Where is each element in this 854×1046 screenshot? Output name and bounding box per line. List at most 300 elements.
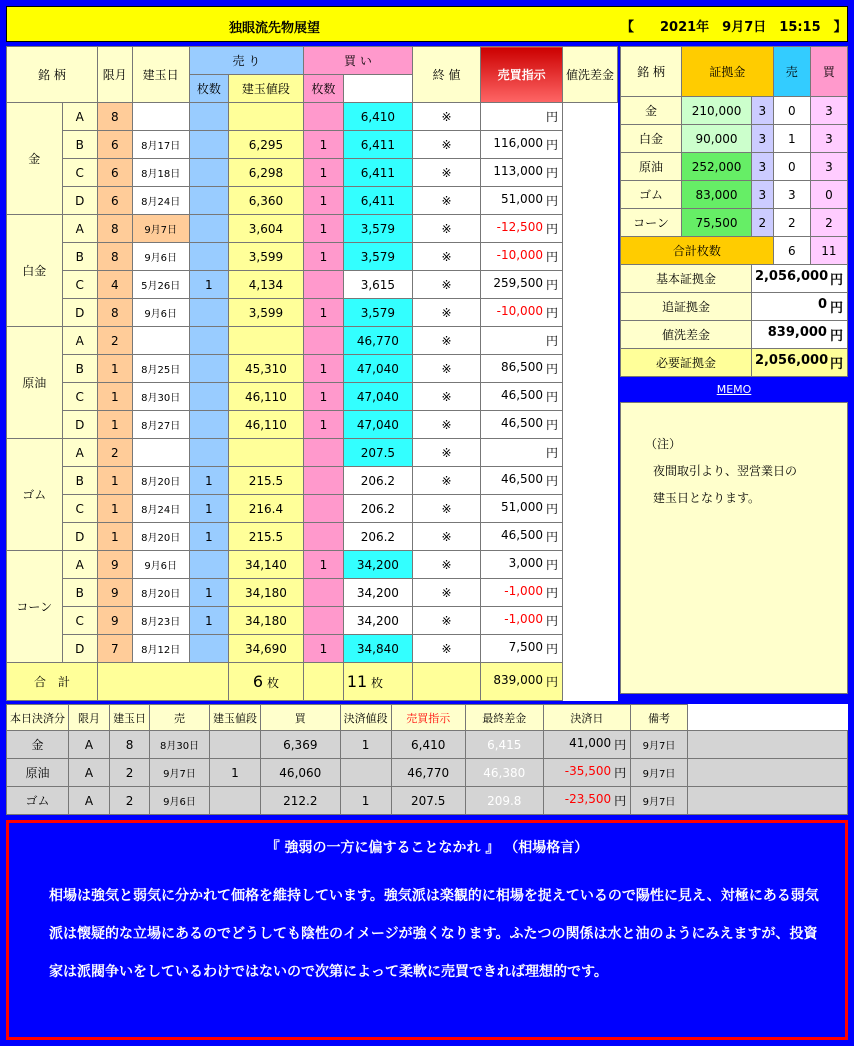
price-cell: 46,110 — [228, 383, 303, 411]
close-cell: 34,840 — [343, 635, 412, 663]
sell-qty-cell: 1 — [189, 271, 228, 299]
diff-cell — [481, 551, 563, 579]
price-cell: 45,310 — [228, 355, 303, 383]
settle-cell: 9月6日 — [150, 787, 210, 815]
diff-cell-value: 46,500 — [500, 528, 543, 542]
close-cell: 207.5 — [343, 439, 412, 467]
price-cell — [228, 103, 303, 131]
month-cell: 1 — [97, 355, 132, 383]
side-sell: 3 — [773, 181, 810, 209]
buy-qty-cell — [303, 579, 343, 607]
close-cell: 206.2 — [343, 523, 412, 551]
date-cell — [132, 327, 189, 355]
row-label: D — [62, 187, 97, 215]
message-title: 『 強弱の一方に偏することなかれ 』 （相場格言） — [265, 840, 589, 856]
sell-qty-cell — [189, 355, 228, 383]
price-cell: 34,180 — [228, 579, 303, 607]
settle-head: 売 — [150, 705, 210, 731]
signal-cell: ※ — [412, 299, 480, 327]
signal-cell: ※ — [412, 439, 480, 467]
sell-qty-cell: 1 — [189, 607, 228, 635]
settle-cell: 1 — [340, 787, 391, 815]
settle-cell: 6,410 — [391, 731, 465, 759]
row-label: B — [62, 467, 97, 495]
sell-qty-cell: 1 — [189, 467, 228, 495]
diff-cell — [481, 355, 563, 383]
diff-cell-value: -10,000 — [496, 304, 543, 318]
close-cell: 3,579 — [343, 299, 412, 327]
summary-value — [751, 265, 847, 293]
side-brand: コーン — [621, 209, 682, 237]
settle-diff-value: -23,500 — [564, 792, 612, 806]
price-cell: 216.4 — [228, 495, 303, 523]
sell-qty-cell — [189, 215, 228, 243]
date-cell: 8月25日 — [132, 355, 189, 383]
row-label: D — [62, 411, 97, 439]
settle-cell: 2 — [110, 759, 150, 787]
settle-cell: 207.5 — [391, 787, 465, 815]
yen-unit: 円 — [829, 357, 843, 372]
table-row — [7, 467, 618, 495]
sell-qty-cell — [189, 187, 228, 215]
month-cell: 1 — [97, 411, 132, 439]
diff-cell — [481, 327, 563, 355]
memo-line: 建玉日となります。 — [653, 491, 761, 505]
diff-cell-value: 116,000 — [493, 136, 543, 150]
settlement-table — [6, 704, 848, 815]
signal-cell: ※ — [412, 551, 480, 579]
month-cell: 6 — [97, 187, 132, 215]
side-brand: ゴム — [621, 181, 682, 209]
table-row — [7, 439, 618, 467]
total-spacer2 — [303, 663, 343, 701]
yen-unit: 円 — [829, 301, 843, 316]
settle-head: 決済値段 — [340, 705, 391, 731]
summary-label: 必要証拠金 — [621, 349, 752, 377]
buy-qty-cell: 1 — [303, 299, 343, 327]
row-label: B — [62, 243, 97, 271]
total-amount-value: 839,000 — [493, 673, 543, 687]
row-label: B — [62, 355, 97, 383]
yen-unit: 円 — [545, 614, 558, 628]
table-row — [7, 635, 618, 663]
col-signal: 売買指示 — [481, 47, 563, 103]
yen-unit: 円 — [829, 329, 843, 344]
settle-cell — [340, 759, 391, 787]
total-buy-value: 11 — [346, 672, 368, 691]
buy-qty-cell — [303, 607, 343, 635]
date-cell: 8月17日 — [132, 131, 189, 159]
buy-qty-cell: 1 — [303, 551, 343, 579]
sell-qty-cell — [189, 551, 228, 579]
col-buy: 買 い — [303, 47, 412, 75]
table-row — [7, 607, 618, 635]
close-cell: 47,040 — [343, 355, 412, 383]
settle-cell: 6,369 — [260, 731, 340, 759]
table-row — [7, 243, 618, 271]
side-count: 3 — [751, 181, 773, 209]
month-cell: 6 — [97, 131, 132, 159]
table-row — [7, 271, 618, 299]
row-label: D — [62, 635, 97, 663]
summary-value-value: 839,000 — [767, 325, 827, 340]
settle-cell: 212.2 — [260, 787, 340, 815]
total-sell — [228, 663, 303, 701]
close-cell: 34,200 — [343, 551, 412, 579]
summary-row — [621, 265, 848, 293]
buy-qty-cell: 1 — [303, 131, 343, 159]
yen-unit: 円 — [545, 194, 558, 208]
diff-cell — [481, 243, 563, 271]
date-cell: 9月7日 — [132, 215, 189, 243]
settle-cell: 2 — [110, 787, 150, 815]
sell-qty-cell — [189, 103, 228, 131]
settle-cell: 1 — [340, 731, 391, 759]
buy-qty-cell — [303, 495, 343, 523]
month-cell: 4 — [97, 271, 132, 299]
total-sell-value: 6 — [252, 672, 264, 691]
yen-unit: 円 — [545, 278, 558, 292]
settle-note — [687, 759, 847, 787]
buy-qty-cell: 1 — [303, 411, 343, 439]
side-margin: 252,000 — [682, 153, 752, 181]
sell-qty-cell — [189, 327, 228, 355]
signal-cell: ※ — [412, 271, 480, 299]
settle-head: 本日決済分 — [7, 705, 69, 731]
yen-unit: 円 — [545, 558, 558, 572]
close-cell: 3,615 — [343, 271, 412, 299]
memo-line: （注） — [645, 437, 682, 451]
settle-cell: 1 — [209, 759, 260, 787]
brand-cell: ゴム — [7, 439, 63, 551]
diff-cell — [481, 187, 563, 215]
buy-qty-cell — [303, 103, 343, 131]
settle-cell: 46,770 — [391, 759, 465, 787]
yen-unit: 円 — [545, 586, 558, 600]
price-cell — [228, 439, 303, 467]
signal-cell: ※ — [412, 579, 480, 607]
side-col-sell: 売 — [773, 47, 810, 97]
sell-qty-cell: 1 — [189, 523, 228, 551]
date-cell: 8月20日 — [132, 467, 189, 495]
col-price: 建玉値段 — [228, 75, 303, 103]
price-cell: 6,295 — [228, 131, 303, 159]
sell-qty-cell — [189, 299, 228, 327]
settle-cell: 8 — [110, 731, 150, 759]
side-sell: 1 — [773, 125, 810, 153]
settle-cell — [209, 731, 260, 759]
settle-cell: 8月30日 — [150, 731, 210, 759]
sell-qty-cell — [189, 383, 228, 411]
date-cell: 8月30日 — [132, 383, 189, 411]
signal-cell: ※ — [412, 159, 480, 187]
settle-diff — [543, 787, 630, 815]
date-cell: 8月20日 — [132, 523, 189, 551]
total-buy-unit: 枚 — [371, 676, 384, 690]
summary-value-value: 2,056,000 — [754, 269, 829, 284]
side-margin: 210,000 — [682, 97, 752, 125]
side-buy: 3 — [810, 153, 847, 181]
close-cell: 6,411 — [343, 131, 412, 159]
buy-qty-cell — [303, 523, 343, 551]
month-cell: 1 — [97, 495, 132, 523]
settle-row — [7, 787, 848, 815]
yen-unit: 円 — [545, 110, 558, 124]
diff-cell-value: 46,500 — [500, 388, 543, 402]
close-cell: 47,040 — [343, 383, 412, 411]
row-label: B — [62, 579, 97, 607]
col-month: 限月 — [97, 47, 132, 103]
settle-diff-value: -35,500 — [564, 764, 612, 778]
table-row — [7, 327, 618, 355]
side-count: 3 — [751, 153, 773, 181]
settle-diff-value: 41,000 — [569, 736, 612, 750]
summary-label: 基本証拠金 — [621, 265, 752, 293]
yen-unit: 円 — [545, 138, 558, 152]
table-row — [7, 131, 618, 159]
row-label: A — [62, 215, 97, 243]
row-label: C — [62, 607, 97, 635]
signal-cell: ※ — [412, 607, 480, 635]
brand-cell: 原油 — [7, 327, 63, 439]
side-margin: 83,000 — [682, 181, 752, 209]
signal-cell: ※ — [412, 635, 480, 663]
buy-qty-cell — [303, 467, 343, 495]
settle-cell: A — [69, 787, 110, 815]
summary-value-value: 0 — [817, 297, 827, 312]
date-cell: 8月24日 — [132, 187, 189, 215]
diff-cell — [481, 579, 563, 607]
signal-cell: ※ — [412, 467, 480, 495]
side-margin: 90,000 — [682, 125, 752, 153]
close-cell: 6,411 — [343, 159, 412, 187]
diff-cell — [481, 131, 563, 159]
yen-unit: 円 — [545, 446, 558, 460]
diff-cell — [481, 299, 563, 327]
row-label: C — [62, 383, 97, 411]
buy-qty-cell — [303, 439, 343, 467]
settle-head: 売買指示 — [391, 705, 465, 731]
table-row — [7, 215, 618, 243]
summary-label: 値洗差金 — [621, 321, 752, 349]
row-label: D — [62, 299, 97, 327]
page-title: 独眼流先物展望 — [229, 21, 321, 36]
settle-head: 買 — [260, 705, 340, 731]
settle-head: 限月 — [69, 705, 110, 731]
side-total-label: 合計枚数 — [621, 237, 774, 265]
settle-cell: 209.8 — [465, 787, 543, 815]
month-cell: 8 — [97, 299, 132, 327]
settle-date: 9月7日 — [631, 759, 688, 787]
sell-qty-cell — [189, 243, 228, 271]
row-label: A — [62, 551, 97, 579]
total-amount — [481, 663, 563, 701]
settle-cell — [209, 787, 260, 815]
price-cell: 6,298 — [228, 159, 303, 187]
diff-cell-value: -10,000 — [496, 248, 543, 262]
settle-head: 備考 — [631, 705, 688, 731]
memo-title[interactable]: MEMO — [716, 383, 752, 396]
side-row — [621, 125, 848, 153]
side-sell: 0 — [773, 97, 810, 125]
side-col-margin: 証拠金 — [682, 47, 774, 97]
month-cell: 1 — [97, 523, 132, 551]
side-count: 2 — [751, 209, 773, 237]
side-buy: 0 — [810, 181, 847, 209]
diff-cell — [481, 467, 563, 495]
row-label: B — [62, 131, 97, 159]
yen-unit: 円 — [614, 766, 627, 780]
month-cell: 8 — [97, 215, 132, 243]
close-cell: 206.2 — [343, 467, 412, 495]
price-cell: 4,134 — [228, 271, 303, 299]
col-diff: 値洗差金 — [562, 47, 617, 103]
diff-cell-value: 259,500 — [493, 276, 543, 290]
settle-cell: 金 — [7, 731, 69, 759]
month-cell: 9 — [97, 579, 132, 607]
yen-unit: 円 — [545, 334, 558, 348]
month-cell: 1 — [97, 383, 132, 411]
side-count: 3 — [751, 125, 773, 153]
close-cell: 6,410 — [343, 103, 412, 131]
yen-unit: 円 — [545, 474, 558, 488]
yen-unit: 円 — [614, 794, 627, 808]
date-cell — [132, 103, 189, 131]
col-close: 終 値 — [412, 47, 480, 103]
side-buy: 3 — [810, 125, 847, 153]
settle-head: 建玉値段 — [209, 705, 260, 731]
diff-cell-value: 51,000 — [500, 192, 543, 206]
side-row — [621, 209, 848, 237]
date-cell: 9月6日 — [132, 243, 189, 271]
settle-date: 9月7日 — [631, 731, 688, 759]
close-cell: 47,040 — [343, 411, 412, 439]
side-total-sell: 6 — [773, 237, 810, 265]
summary-value — [751, 349, 847, 377]
price-cell: 6,360 — [228, 187, 303, 215]
table-row — [7, 355, 618, 383]
month-cell: 8 — [97, 243, 132, 271]
table-row — [7, 495, 618, 523]
settle-date: 9月7日 — [631, 787, 688, 815]
sell-qty-cell: 1 — [189, 579, 228, 607]
row-label: A — [62, 103, 97, 131]
settle-row — [7, 731, 848, 759]
header-datetime: 【 2021年 9月7日 15:15 】 — [621, 20, 847, 35]
side-row — [621, 97, 848, 125]
diff-cell-value: 3,000 — [508, 556, 543, 570]
summary-value-value: 2,056,000 — [754, 353, 829, 368]
diff-cell-value: 51,000 — [500, 500, 543, 514]
diff-cell — [481, 635, 563, 663]
yen-unit: 円 — [545, 642, 558, 656]
settle-cell: 46,060 — [260, 759, 340, 787]
row-label: C — [62, 495, 97, 523]
close-cell: 3,579 — [343, 215, 412, 243]
table-row — [7, 187, 618, 215]
side-brand: 白金 — [621, 125, 682, 153]
side-sell: 0 — [773, 153, 810, 181]
table-row — [7, 579, 618, 607]
side-row — [621, 153, 848, 181]
buy-qty-cell: 1 — [303, 159, 343, 187]
month-cell: 9 — [97, 551, 132, 579]
signal-cell: ※ — [412, 327, 480, 355]
summary-row — [621, 349, 848, 377]
total-row — [7, 663, 618, 701]
date-cell: 8月18日 — [132, 159, 189, 187]
price-cell: 46,110 — [228, 411, 303, 439]
yen-unit: 円 — [545, 530, 558, 544]
sell-qty-cell — [189, 159, 228, 187]
sell-qty-cell: 1 — [189, 495, 228, 523]
sell-qty-cell — [189, 439, 228, 467]
sell-qty-cell — [189, 411, 228, 439]
total-spacer3 — [412, 663, 480, 701]
diff-cell — [481, 411, 563, 439]
diff-cell-value: 7,500 — [508, 640, 543, 654]
date-cell: 9月6日 — [132, 299, 189, 327]
brand-cell: 白金 — [7, 215, 63, 327]
total-sell-unit: 枚 — [266, 676, 279, 690]
close-cell: 46,770 — [343, 327, 412, 355]
row-label: D — [62, 523, 97, 551]
message-box — [6, 820, 848, 1040]
diff-cell-value: -1,000 — [504, 584, 543, 598]
side-margin: 75,500 — [682, 209, 752, 237]
buy-qty-cell: 1 — [303, 215, 343, 243]
diff-cell-value: -1,000 — [504, 612, 543, 626]
diff-cell-value: 46,500 — [500, 416, 543, 430]
date-cell: 8月24日 — [132, 495, 189, 523]
diff-cell-value: 86,500 — [500, 360, 543, 374]
price-cell: 215.5 — [228, 523, 303, 551]
close-cell: 34,200 — [343, 607, 412, 635]
diff-cell-value: -12,500 — [496, 220, 543, 234]
col-buy-qty: 枚数 — [303, 75, 343, 103]
side-total-buy: 11 — [810, 237, 847, 265]
summary-row — [621, 293, 848, 321]
yen-unit: 円 — [545, 418, 558, 432]
signal-cell: ※ — [412, 411, 480, 439]
price-cell: 34,690 — [228, 635, 303, 663]
brand-cell: 金 — [7, 103, 63, 215]
price-cell: 3,599 — [228, 299, 303, 327]
buy-qty-cell — [303, 271, 343, 299]
diff-cell — [481, 271, 563, 299]
side-row — [621, 181, 848, 209]
buy-qty-cell: 1 — [303, 355, 343, 383]
col-sell: 売 り — [189, 47, 303, 75]
signal-cell: ※ — [412, 355, 480, 383]
total-label: 合 計 — [7, 663, 98, 701]
price-cell: 3,604 — [228, 215, 303, 243]
header-bar — [6, 6, 848, 42]
settle-cell: 原油 — [7, 759, 69, 787]
settle-cell: 46,380 — [465, 759, 543, 787]
close-cell: 6,411 — [343, 187, 412, 215]
table-row — [7, 411, 618, 439]
memo-body — [620, 402, 848, 694]
yen-unit: 円 — [545, 250, 558, 264]
col-brand: 銘 柄 — [7, 47, 98, 103]
buy-qty-cell: 1 — [303, 635, 343, 663]
close-cell: 3,579 — [343, 243, 412, 271]
month-cell: 7 — [97, 635, 132, 663]
month-cell: 1 — [97, 467, 132, 495]
yen-unit: 円 — [545, 362, 558, 376]
settle-row — [7, 759, 848, 787]
